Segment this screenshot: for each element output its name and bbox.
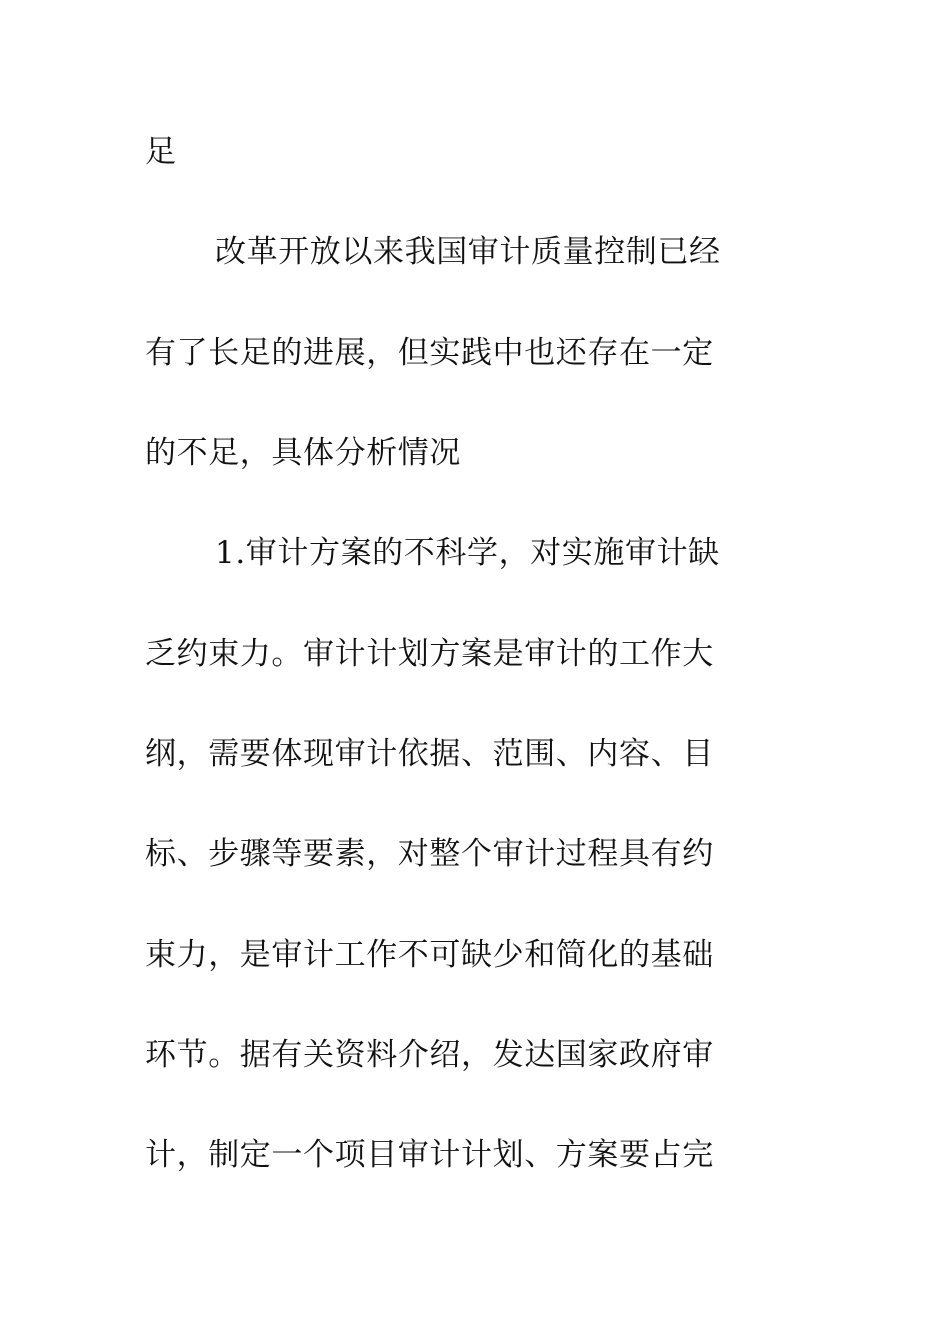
text-line-6: 乏约束力。审计计划方案是审计的工作大 — [145, 636, 714, 672]
text-line-7: 纲，需要体现审计依据、范围、内容、目 — [145, 736, 714, 772]
text-line-11: 计，制定一个项目审计计划、方案要占完 — [145, 1137, 714, 1173]
text-line-1: 足 — [145, 134, 177, 170]
text-line-8: 标、步骤等要素，对整个审计过程具有约 — [145, 836, 714, 872]
text-line-2: 改革开放以来我国审计质量控制已经 — [215, 234, 721, 270]
text-line-9: 束力，是审计工作不可缺少和简化的基础 — [145, 937, 714, 973]
text-line-5: 1.审计方案的不科学，对实施审计缺 — [215, 535, 720, 571]
text-line-4: 的不足，具体分析情况 — [145, 435, 461, 471]
text-line-10: 环节。据有关资料介绍，发达国家政府审 — [145, 1037, 714, 1073]
text-line-3: 有了长足的进展，但实践中也还存在一定 — [145, 335, 714, 371]
